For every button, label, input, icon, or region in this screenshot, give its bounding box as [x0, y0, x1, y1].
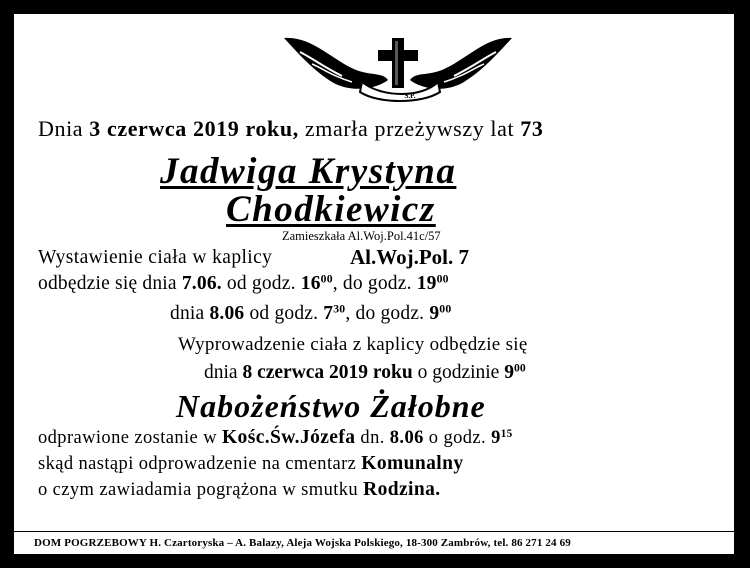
viewing-day2 — [170, 303, 451, 325]
viewing-day2-to-min: 00 — [439, 302, 452, 316]
ribbon-right — [410, 38, 512, 89]
mass-title: Nabożeństwo Żałobne — [176, 388, 486, 424]
viewing-place: Al.Woj.Pol. 7 — [350, 245, 469, 269]
departure-min: 00 — [513, 361, 526, 375]
viewing-day2-from-text: od godz. — [244, 303, 324, 324]
death-date: 3 czerwca 2019 roku, — [89, 116, 299, 141]
viewing-day2-from-min: 30 — [333, 302, 346, 316]
mass-date: 8.06 — [389, 428, 424, 448]
viewing-day2-date: 8.06 — [209, 303, 245, 324]
mass-church: Kośc.Św.Józefa — [221, 427, 356, 448]
deceased-name-line2: Chodkiewicz — [226, 189, 436, 230]
mass-min: 15 — [500, 427, 513, 440]
viewing-day1-from-min: 00 — [320, 272, 333, 286]
ribbon-left — [284, 38, 388, 89]
viewing-day2-to-hour: 9 — [429, 303, 440, 324]
viewing-day1-date: 7.06. — [181, 273, 222, 294]
viewing-day1-to-hour: 19 — [416, 273, 437, 294]
burial-intro: skąd nastąpi odprowadzenie na cmentarz — [38, 454, 362, 474]
emblem-caption: S.P. — [404, 92, 416, 100]
viewing-day1-intro: odbędzie się dnia — [38, 273, 182, 294]
family-intro: o czym zawiadamia pogrążona w smutku — [38, 480, 364, 500]
viewing-day1-from-hour: 16 — [300, 273, 321, 294]
cross-ribbon-emblem — [282, 32, 514, 104]
death-announcement — [38, 116, 544, 142]
viewing-day2-from-hour: 7 — [323, 303, 334, 324]
viewing-day1-to-text: , do godz. — [332, 273, 417, 294]
mass-details — [38, 427, 513, 449]
footer-divider — [14, 531, 734, 532]
deceased-address: Zamieszkała Al.Woj.Pol.41c/57 — [282, 229, 441, 243]
viewing-day1 — [38, 273, 449, 295]
departure-intro: dnia — [204, 362, 243, 383]
death-age-text: zmarła przeżywszy lat — [298, 116, 521, 141]
viewing-intro: Wystawienie ciała w kaplicy — [38, 247, 273, 268]
death-intro: Dnia — [38, 116, 90, 141]
departure-time — [204, 362, 526, 384]
death-age: 73 — [520, 116, 544, 141]
viewing-day1-from-text: od godz. — [221, 273, 301, 294]
obituary-card — [12, 12, 736, 556]
departure-hour: 9 — [504, 362, 514, 383]
viewing-day1-to-min: 00 — [436, 272, 449, 286]
mass-date-text: dn. — [355, 428, 390, 448]
departure-time-text: o godzinie — [412, 362, 505, 383]
mass-hour: 9 — [491, 428, 501, 448]
family-name: Rodzina. — [363, 479, 441, 500]
departure-date: 8 czerwca 2019 roku — [242, 362, 413, 383]
family-line — [38, 479, 441, 501]
burial-line — [38, 453, 464, 475]
departure-line: Wyprowadzenie ciała z kaplicy odbędzie się — [178, 334, 528, 355]
mass-intro: odprawione zostanie w — [38, 428, 222, 448]
viewing-day2-to-text: , do godz. — [345, 303, 430, 324]
deceased-name-line1: Jadwiga Krystyna — [160, 151, 457, 192]
mass-hour-text: o godz. — [423, 428, 492, 448]
viewing-intro-line — [38, 247, 272, 269]
funeral-home-footer: DOM POGRZEBOWY H. Czartoryska – A. Balazy, Aleja Wojska Polskiego, 18-300 Zambrów, tel. 86 271 24 69 — [34, 537, 571, 549]
cemetery-name: Komunalny — [361, 453, 464, 474]
viewing-day2-intro: dnia — [170, 303, 210, 324]
